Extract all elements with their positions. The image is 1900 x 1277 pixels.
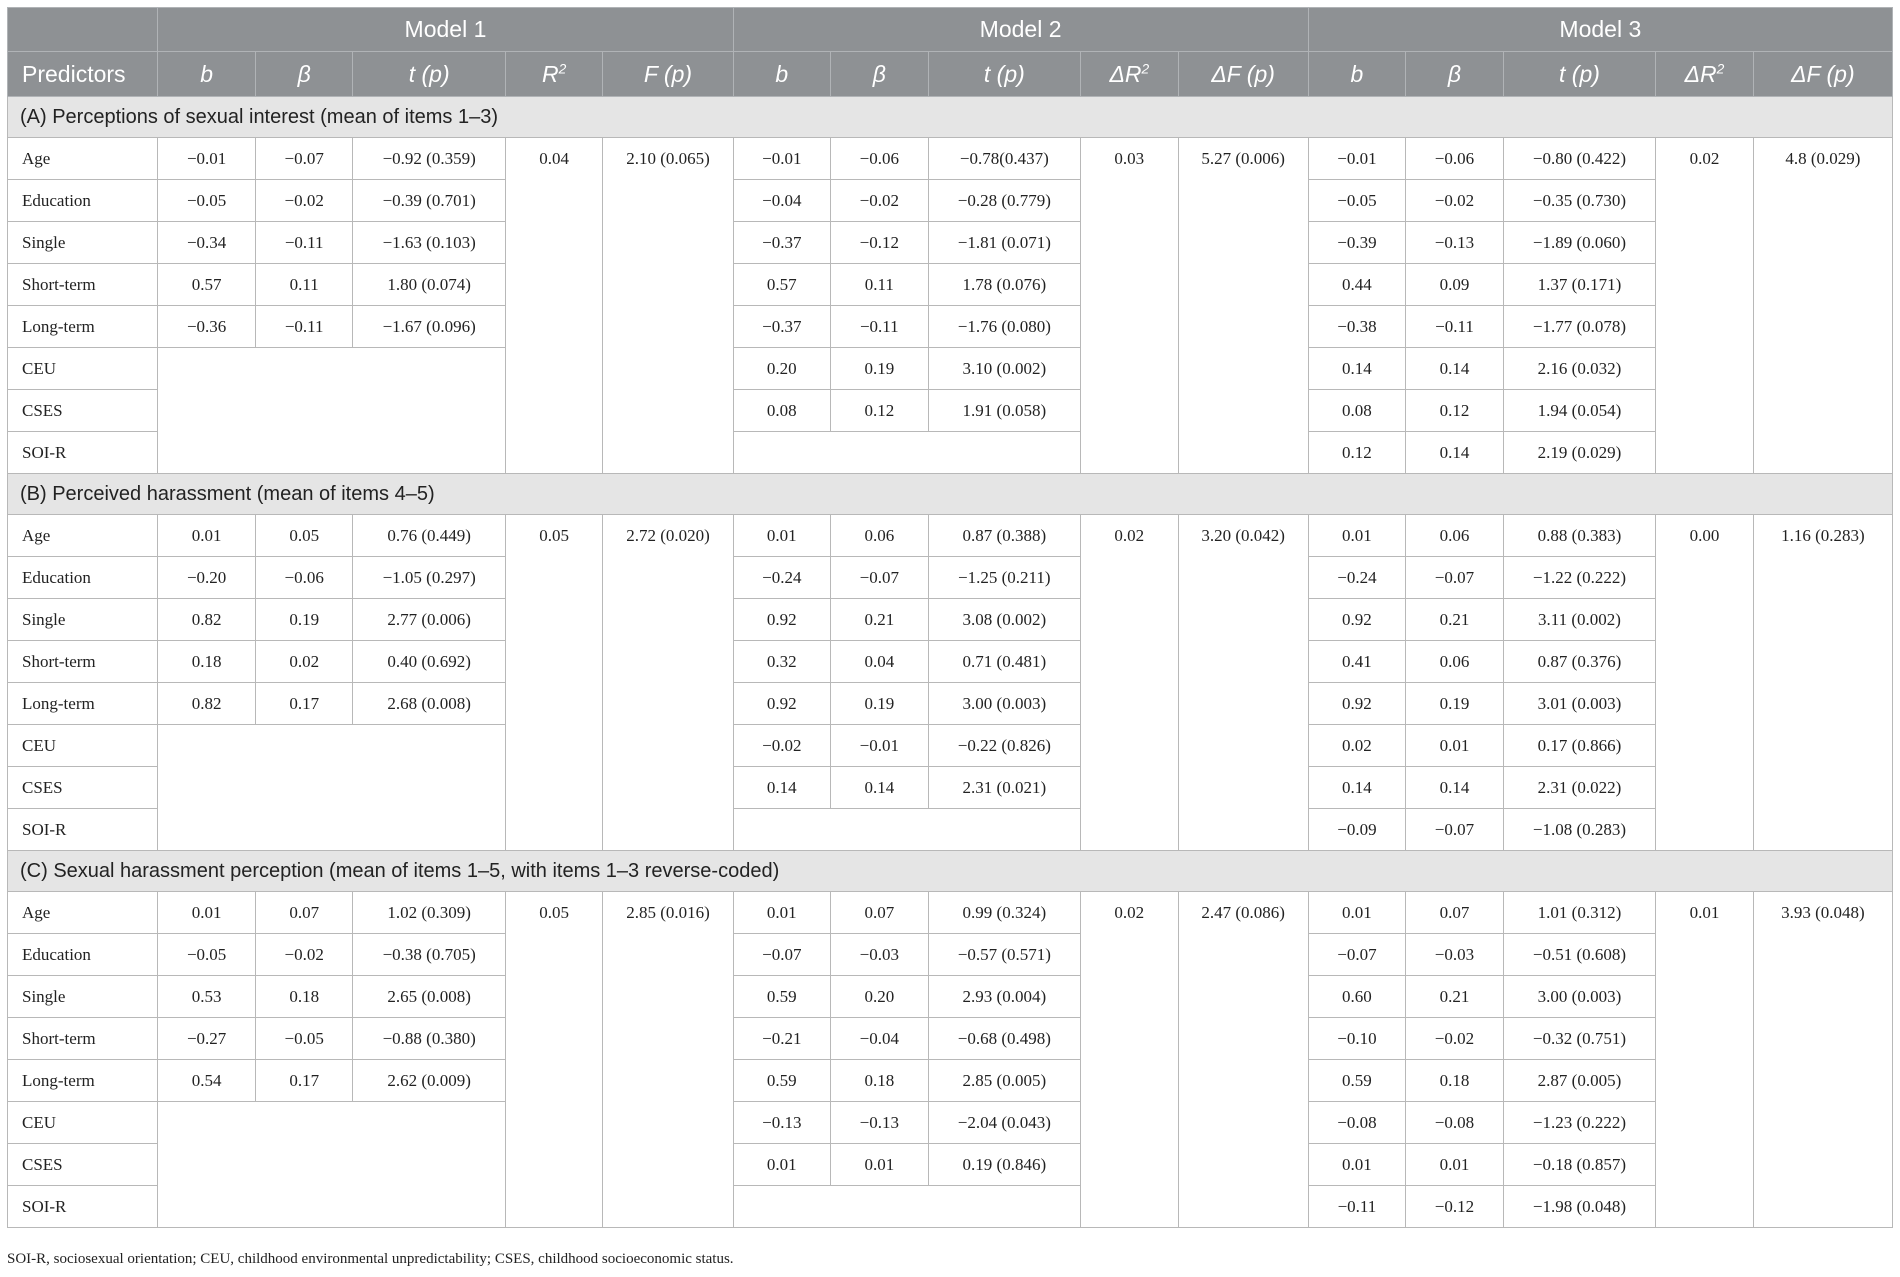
m2-t-cell: −0.57 (0.571) <box>928 934 1080 976</box>
m2-t-cell: 3.08 (0.002) <box>928 599 1080 641</box>
m3-beta-cell: −0.11 <box>1406 306 1504 348</box>
m3-t-cell: 2.87 (0.005) <box>1503 1060 1655 1102</box>
m3-b-cell: 0.12 <box>1308 432 1406 474</box>
m1-f-cell: 2.10 (0.065) <box>603 138 733 474</box>
m2-b-cell: 0.01 <box>733 892 831 934</box>
m3-b-cell: 0.01 <box>1308 1144 1406 1186</box>
m3-t-cell: −1.23 (0.222) <box>1503 1102 1655 1144</box>
m2-t-cell: −1.81 (0.071) <box>928 222 1080 264</box>
m1-t-cell: 0.40 (0.692) <box>353 641 505 683</box>
m1-b-header: b <box>158 52 256 97</box>
predictor-label: Long-term <box>8 683 158 725</box>
m3-t-cell: −1.98 (0.048) <box>1503 1186 1655 1228</box>
m3-t-cell: −0.80 (0.422) <box>1503 138 1655 180</box>
m2-beta-cell: 0.01 <box>831 1144 929 1186</box>
m1-beta-cell: 0.02 <box>255 641 353 683</box>
m3-t-cell: 1.94 (0.054) <box>1503 390 1655 432</box>
m1-beta-cell: 0.17 <box>255 683 353 725</box>
m3-beta-cell: 0.21 <box>1406 599 1504 641</box>
m3-b-cell: −0.10 <box>1308 1018 1406 1060</box>
m2-t-cell: 0.87 (0.388) <box>928 515 1080 557</box>
m3-t-cell: 3.00 (0.003) <box>1503 976 1655 1018</box>
table-row <box>8 641 1893 683</box>
m1-t-cell: −0.38 (0.705) <box>353 934 505 976</box>
predictor-label: CEU <box>8 348 158 390</box>
table-row <box>8 976 1893 1018</box>
table-row <box>8 1018 1893 1060</box>
m2-t-cell: −0.22 (0.826) <box>928 725 1080 767</box>
m3-b-cell: −0.07 <box>1308 934 1406 976</box>
m2-b-cell: −0.01 <box>733 138 831 180</box>
predictor-label: CEU <box>8 725 158 767</box>
m2-beta-cell: 0.21 <box>831 599 929 641</box>
section-title: (B) Perceived harassment (mean of items 4–5) <box>8 474 1893 515</box>
m2-t-cell: 0.99 (0.324) <box>928 892 1080 934</box>
m2-df-header: ΔF (p) <box>1178 52 1308 97</box>
m1-beta-cell: 0.11 <box>255 264 353 306</box>
m2-beta-cell: −0.02 <box>831 180 929 222</box>
m3-b-cell: −0.08 <box>1308 1102 1406 1144</box>
m2-b-cell: −0.37 <box>733 306 831 348</box>
m1-b-cell: −0.27 <box>158 1018 256 1060</box>
m2-b-cell: 0.14 <box>733 767 831 809</box>
m1-b-cell: 0.53 <box>158 976 256 1018</box>
m3-b-header: b <box>1308 52 1406 97</box>
table-row <box>8 892 1893 934</box>
table-row <box>8 1102 1893 1144</box>
m2-b-cell: 0.59 <box>733 976 831 1018</box>
table-row <box>8 599 1893 641</box>
m3-b-cell: −0.09 <box>1308 809 1406 851</box>
m1-beta-cell: −0.02 <box>255 180 353 222</box>
m3-t-cell: −0.35 (0.730) <box>1503 180 1655 222</box>
m1-r2-header: $R^2$ <box>505 52 603 97</box>
m1-t-cell: 2.65 (0.008) <box>353 976 505 1018</box>
regression-table-container <box>7 7 1893 1228</box>
m1-t-cell: −0.92 (0.359) <box>353 138 505 180</box>
predictor-label: Single <box>8 976 158 1018</box>
m2-b-cell: −0.02 <box>733 725 831 767</box>
m1-beta-header: β <box>255 52 353 97</box>
m2-t-cell: 2.85 (0.005) <box>928 1060 1080 1102</box>
model1-header: Model 1 <box>158 8 733 52</box>
m1-t-cell: 1.02 (0.309) <box>353 892 505 934</box>
blank-corner-cell <box>8 8 158 52</box>
table-row <box>8 515 1893 557</box>
predictor-label: Education <box>8 934 158 976</box>
predictor-label: Single <box>8 599 158 641</box>
m2-beta-cell: 0.19 <box>831 683 929 725</box>
m2-beta-cell: −0.01 <box>831 725 929 767</box>
m3-t-cell: 0.17 (0.866) <box>1503 725 1655 767</box>
m2-t-cell: 1.78 (0.076) <box>928 264 1080 306</box>
m3-beta-cell: −0.07 <box>1406 809 1504 851</box>
m2-df-cell: 2.47 (0.086) <box>1178 892 1308 1228</box>
m1-t-cell: 0.76 (0.449) <box>353 515 505 557</box>
m2-b-cell: 0.01 <box>733 1144 831 1186</box>
m1-f-cell: 2.72 (0.020) <box>603 515 733 851</box>
m3-t-cell: 0.88 (0.383) <box>1503 515 1655 557</box>
m2-t-cell: −1.25 (0.211) <box>928 557 1080 599</box>
predictor-label: CSES <box>8 1144 158 1186</box>
table-row <box>8 557 1893 599</box>
section-title: (C) Sexual harassment perception (mean of items 1–5, with items 1–3 reverse-coded) <box>8 851 1893 892</box>
predictor-label: SOI-R <box>8 1186 158 1228</box>
m3-beta-cell: 0.14 <box>1406 767 1504 809</box>
m1-beta-cell: −0.06 <box>255 557 353 599</box>
m2-t-cell: −1.76 (0.080) <box>928 306 1080 348</box>
predictor-label: SOI-R <box>8 432 158 474</box>
m2-empty-block <box>733 809 1081 851</box>
m1-beta-cell: 0.19 <box>255 599 353 641</box>
m1-beta-cell: −0.02 <box>255 934 353 976</box>
m3-b-cell: 0.60 <box>1308 976 1406 1018</box>
m3-beta-cell: −0.07 <box>1406 557 1504 599</box>
m1-t-cell: 2.77 (0.006) <box>353 599 505 641</box>
m2-df-cell: 5.27 (0.006) <box>1178 138 1308 474</box>
m2-beta-cell: 0.18 <box>831 1060 929 1102</box>
m1-b-cell: 0.01 <box>158 892 256 934</box>
table-row <box>8 934 1893 976</box>
m2-b-cell: 0.20 <box>733 348 831 390</box>
table-row <box>8 222 1893 264</box>
table-row <box>8 725 1893 767</box>
m1-beta-cell: −0.07 <box>255 138 353 180</box>
m1-b-cell: 0.82 <box>158 599 256 641</box>
m2-t-cell: 3.00 (0.003) <box>928 683 1080 725</box>
predictor-label: Short-term <box>8 1018 158 1060</box>
table-row <box>8 180 1893 222</box>
m2-t-cell: −0.68 (0.498) <box>928 1018 1080 1060</box>
m3-b-cell: −0.11 <box>1308 1186 1406 1228</box>
predictor-label: Age <box>8 138 158 180</box>
m1-beta-cell: 0.17 <box>255 1060 353 1102</box>
m3-t-cell: −0.32 (0.751) <box>1503 1018 1655 1060</box>
m2-t-header: t (p) <box>928 52 1080 97</box>
predictor-label: Long-term <box>8 306 158 348</box>
m1-t-cell: 1.80 (0.074) <box>353 264 505 306</box>
m3-dr2-cell: 0.01 <box>1656 892 1754 1228</box>
m3-b-cell: −0.01 <box>1308 138 1406 180</box>
m2-beta-cell: 0.14 <box>831 767 929 809</box>
m1-t-cell: −0.39 (0.701) <box>353 180 505 222</box>
m3-b-cell: 0.92 <box>1308 683 1406 725</box>
section-header-row <box>8 474 1893 515</box>
m2-beta-cell: 0.07 <box>831 892 929 934</box>
regression-table <box>7 7 1893 1228</box>
predictor-label: CSES <box>8 767 158 809</box>
m1-t-header: t (p) <box>353 52 505 97</box>
model-header-row <box>8 8 1893 52</box>
m2-t-cell: 1.91 (0.058) <box>928 390 1080 432</box>
m2-t-cell: 2.31 (0.021) <box>928 767 1080 809</box>
m1-beta-cell: 0.07 <box>255 892 353 934</box>
m1-b-cell: −0.05 <box>158 934 256 976</box>
m3-b-cell: −0.38 <box>1308 306 1406 348</box>
m3-b-cell: 0.01 <box>1308 515 1406 557</box>
m3-b-cell: 0.02 <box>1308 725 1406 767</box>
m2-b-cell: 0.92 <box>733 599 831 641</box>
table-body <box>8 97 1893 1228</box>
m2-t-cell: 2.93 (0.004) <box>928 976 1080 1018</box>
m3-b-cell: 0.41 <box>1308 641 1406 683</box>
m3-t-cell: −1.89 (0.060) <box>1503 222 1655 264</box>
m2-beta-cell: 0.06 <box>831 515 929 557</box>
m3-beta-cell: 0.07 <box>1406 892 1504 934</box>
m2-t-cell: −0.78(0.437) <box>928 138 1080 180</box>
m2-b-cell: −0.21 <box>733 1018 831 1060</box>
m3-dr2-header: $\Delta R^2$ <box>1656 52 1754 97</box>
m2-t-cell: 0.19 (0.846) <box>928 1144 1080 1186</box>
m2-dr2-cell: 0.03 <box>1081 138 1179 474</box>
m1-r2-cell: 0.05 <box>505 515 603 851</box>
m1-beta-cell: −0.11 <box>255 306 353 348</box>
m2-beta-cell: 0.04 <box>831 641 929 683</box>
m1-f-cell: 2.85 (0.016) <box>603 892 733 1228</box>
table-row <box>8 1060 1893 1102</box>
m1-b-cell: −0.20 <box>158 557 256 599</box>
m2-empty-block <box>733 1186 1081 1228</box>
predictor-label: SOI-R <box>8 809 158 851</box>
m2-dr2-cell: 0.02 <box>1081 515 1179 851</box>
m2-b-cell: 0.59 <box>733 1060 831 1102</box>
m1-b-cell: −0.01 <box>158 138 256 180</box>
m2-dr2-cell: 0.02 <box>1081 892 1179 1228</box>
predictor-label: CSES <box>8 390 158 432</box>
m2-t-cell: −2.04 (0.043) <box>928 1102 1080 1144</box>
m3-beta-cell: 0.14 <box>1406 432 1504 474</box>
m2-beta-cell: −0.03 <box>831 934 929 976</box>
m2-t-cell: −0.28 (0.779) <box>928 180 1080 222</box>
table-header <box>8 8 1893 97</box>
m1-beta-cell: 0.18 <box>255 976 353 1018</box>
m2-t-cell: 3.10 (0.002) <box>928 348 1080 390</box>
m3-df-header: ΔF (p) <box>1753 52 1892 97</box>
m3-beta-cell: 0.21 <box>1406 976 1504 1018</box>
m1-r2-cell: 0.05 <box>505 892 603 1228</box>
table-footnote: SOI-R, sociosexual orientation; CEU, childhood environmental unpredictability; CSES, childhood socioeconomic status. <box>7 1251 734 1267</box>
m3-b-cell: 0.92 <box>1308 599 1406 641</box>
m2-beta-cell: −0.12 <box>831 222 929 264</box>
m2-b-cell: 0.57 <box>733 264 831 306</box>
m1-r2-cell: 0.04 <box>505 138 603 474</box>
m3-beta-cell: 0.09 <box>1406 264 1504 306</box>
predictor-label: Age <box>8 515 158 557</box>
m3-beta-cell: −0.03 <box>1406 934 1504 976</box>
m1-b-cell: −0.36 <box>158 306 256 348</box>
m3-b-cell: 0.59 <box>1308 1060 1406 1102</box>
m3-b-cell: 0.44 <box>1308 264 1406 306</box>
m3-b-cell: 0.14 <box>1308 348 1406 390</box>
m1-b-cell: 0.57 <box>158 264 256 306</box>
m2-b-cell: −0.37 <box>733 222 831 264</box>
m3-beta-cell: −0.06 <box>1406 138 1504 180</box>
m3-t-cell: 1.37 (0.171) <box>1503 264 1655 306</box>
m3-beta-cell: 0.06 <box>1406 641 1504 683</box>
m3-t-cell: −0.18 (0.857) <box>1503 1144 1655 1186</box>
m2-beta-cell: −0.13 <box>831 1102 929 1144</box>
m3-df-cell: 1.16 (0.283) <box>1753 515 1892 851</box>
table-row <box>8 138 1893 180</box>
m2-beta-cell: −0.07 <box>831 557 929 599</box>
predictor-label: Short-term <box>8 641 158 683</box>
m1-b-cell: −0.05 <box>158 180 256 222</box>
m3-dr2-cell: 0.00 <box>1656 515 1754 851</box>
model2-header: Model 2 <box>733 8 1308 52</box>
predictor-label: CEU <box>8 1102 158 1144</box>
m2-t-cell: 0.71 (0.481) <box>928 641 1080 683</box>
m3-beta-cell: 0.06 <box>1406 515 1504 557</box>
m3-beta-cell: −0.12 <box>1406 1186 1504 1228</box>
m3-b-cell: 0.01 <box>1308 892 1406 934</box>
section-header-row <box>8 851 1893 892</box>
m3-t-cell: −1.08 (0.283) <box>1503 809 1655 851</box>
m2-b-cell: −0.07 <box>733 934 831 976</box>
m1-t-cell: 2.68 (0.008) <box>353 683 505 725</box>
m3-b-cell: −0.24 <box>1308 557 1406 599</box>
m3-t-cell: −1.22 (0.222) <box>1503 557 1655 599</box>
m2-dr2-header: $\Delta R^2$ <box>1081 52 1179 97</box>
m2-beta-cell: 0.11 <box>831 264 929 306</box>
m3-beta-cell: 0.01 <box>1406 1144 1504 1186</box>
m1-t-cell: 2.62 (0.009) <box>353 1060 505 1102</box>
section-header-row <box>8 97 1893 138</box>
m3-b-cell: −0.05 <box>1308 180 1406 222</box>
m3-beta-cell: 0.12 <box>1406 390 1504 432</box>
table-row <box>8 683 1893 725</box>
model3-header: Model 3 <box>1308 8 1892 52</box>
predictor-label: Short-term <box>8 264 158 306</box>
m3-t-cell: 2.19 (0.029) <box>1503 432 1655 474</box>
m3-df-cell: 4.8 (0.029) <box>1753 138 1892 474</box>
m3-beta-cell: 0.19 <box>1406 683 1504 725</box>
m1-t-cell: −1.67 (0.096) <box>353 306 505 348</box>
m1-t-cell: −0.88 (0.380) <box>353 1018 505 1060</box>
section-title: (A) Perceptions of sexual interest (mean of items 1–3) <box>8 97 1893 138</box>
predictor-label: Education <box>8 180 158 222</box>
m2-beta-cell: −0.11 <box>831 306 929 348</box>
m3-t-cell: −1.77 (0.078) <box>1503 306 1655 348</box>
predictors-header: Predictors <box>8 52 158 97</box>
m1-empty-block <box>158 1102 506 1228</box>
m2-empty-block <box>733 432 1081 474</box>
m3-t-cell: 3.01 (0.003) <box>1503 683 1655 725</box>
m2-b-cell: −0.04 <box>733 180 831 222</box>
m1-b-cell: 0.82 <box>158 683 256 725</box>
m1-beta-cell: −0.05 <box>255 1018 353 1060</box>
m1-b-cell: 0.18 <box>158 641 256 683</box>
m3-dr2-cell: 0.02 <box>1656 138 1754 474</box>
m3-t-cell: 2.31 (0.022) <box>1503 767 1655 809</box>
m2-beta-cell: 0.12 <box>831 390 929 432</box>
m1-b-cell: 0.54 <box>158 1060 256 1102</box>
m2-beta-cell: 0.20 <box>831 976 929 1018</box>
m1-empty-block <box>158 725 506 851</box>
table-row <box>8 348 1893 390</box>
m2-b-cell: 0.01 <box>733 515 831 557</box>
m3-beta-cell: −0.02 <box>1406 180 1504 222</box>
m2-b-cell: −0.13 <box>733 1102 831 1144</box>
m3-beta-cell: −0.08 <box>1406 1102 1504 1144</box>
predictor-label: Single <box>8 222 158 264</box>
m2-b-cell: 0.08 <box>733 390 831 432</box>
m3-t-cell: 3.11 (0.002) <box>1503 599 1655 641</box>
m3-t-cell: 2.16 (0.032) <box>1503 348 1655 390</box>
m2-df-cell: 3.20 (0.042) <box>1178 515 1308 851</box>
m3-b-cell: 0.08 <box>1308 390 1406 432</box>
m3-b-cell: −0.39 <box>1308 222 1406 264</box>
m3-beta-cell: 0.14 <box>1406 348 1504 390</box>
table-row <box>8 306 1893 348</box>
m3-beta-header: β <box>1406 52 1504 97</box>
m2-beta-cell: −0.06 <box>831 138 929 180</box>
m1-empty-block <box>158 348 506 474</box>
m3-t-cell: 0.87 (0.376) <box>1503 641 1655 683</box>
m3-beta-cell: −0.02 <box>1406 1018 1504 1060</box>
m2-beta-header: β <box>831 52 929 97</box>
column-header-row <box>8 52 1893 97</box>
table-row <box>8 264 1893 306</box>
m1-f-header: F (p) <box>603 52 733 97</box>
m3-t-cell: 1.01 (0.312) <box>1503 892 1655 934</box>
m2-b-header: b <box>733 52 831 97</box>
m3-b-cell: 0.14 <box>1308 767 1406 809</box>
m2-beta-cell: −0.04 <box>831 1018 929 1060</box>
m3-beta-cell: 0.01 <box>1406 725 1504 767</box>
m3-t-cell: −0.51 (0.608) <box>1503 934 1655 976</box>
m1-t-cell: −1.05 (0.297) <box>353 557 505 599</box>
m2-b-cell: −0.24 <box>733 557 831 599</box>
m3-t-header: t (p) <box>1503 52 1655 97</box>
predictor-label: Age <box>8 892 158 934</box>
m1-beta-cell: −0.11 <box>255 222 353 264</box>
m1-t-cell: −1.63 (0.103) <box>353 222 505 264</box>
m1-b-cell: −0.34 <box>158 222 256 264</box>
m2-b-cell: 0.32 <box>733 641 831 683</box>
m3-beta-cell: −0.13 <box>1406 222 1504 264</box>
m1-b-cell: 0.01 <box>158 515 256 557</box>
m3-beta-cell: 0.18 <box>1406 1060 1504 1102</box>
m2-b-cell: 0.92 <box>733 683 831 725</box>
m2-beta-cell: 0.19 <box>831 348 929 390</box>
predictor-label: Long-term <box>8 1060 158 1102</box>
m1-beta-cell: 0.05 <box>255 515 353 557</box>
m3-df-cell: 3.93 (0.048) <box>1753 892 1892 1228</box>
predictor-label: Education <box>8 557 158 599</box>
